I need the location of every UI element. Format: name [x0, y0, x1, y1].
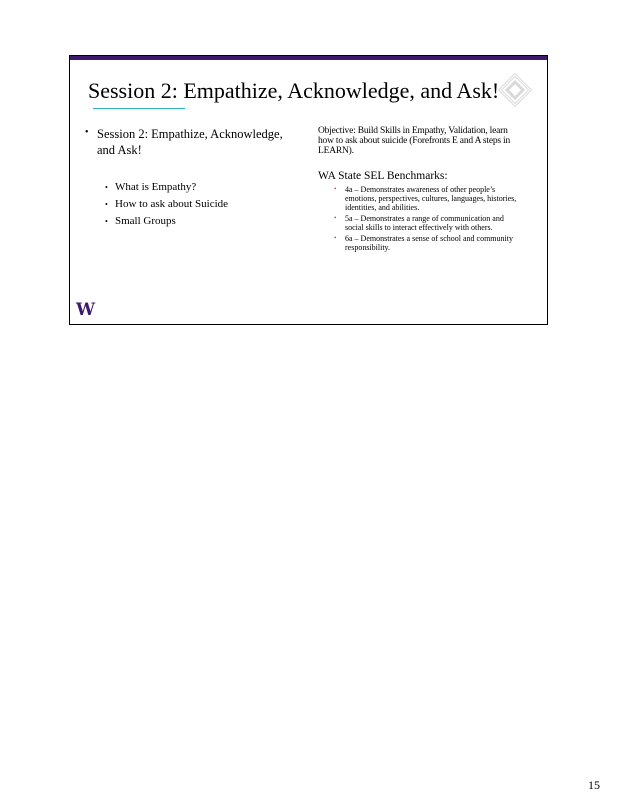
benchmark-item: • 4a – Demonstrates awareness of other people’s emotions, perspectives, cultures, languages, histories, identities, and abilities.	[334, 185, 523, 212]
benchmark-item: • 5a – Demonstrates a range of communication and social skills to interact effectively with others.	[334, 214, 523, 232]
benchmark-item: • 6a – Demonstrates a sense of school and community responsibility.	[334, 234, 523, 252]
slide	[69, 55, 548, 325]
page-number: 15	[588, 778, 600, 792]
benchmarks-title: WA State SEL Benchmarks:	[318, 170, 448, 182]
benchmark-list	[334, 185, 523, 252]
objective-text: Objective: Build Skills in Empathy, Validation, learn how to ask about suicide (Forefronts E and A steps in LEARN).	[318, 126, 511, 156]
forefront-logo-icon	[498, 73, 532, 107]
slide-title: Session 2: Empathize, Acknowledge, and Ask!	[88, 78, 500, 103]
left-column	[85, 126, 285, 230]
sub-bullet-list	[105, 179, 285, 230]
sub-bullet: • What is Empathy?	[105, 179, 285, 196]
uw-logo: W	[76, 300, 95, 320]
sub-bullet: • Small Groups	[105, 213, 285, 230]
slide-top-bar	[70, 56, 547, 60]
main-bullet: • Session 2: Empathize, Acknowledge, and Ask!	[85, 126, 285, 158]
right-column	[318, 126, 523, 254]
sub-bullet: • How to ask about Suicide	[105, 196, 285, 213]
title-underline	[93, 108, 185, 109]
